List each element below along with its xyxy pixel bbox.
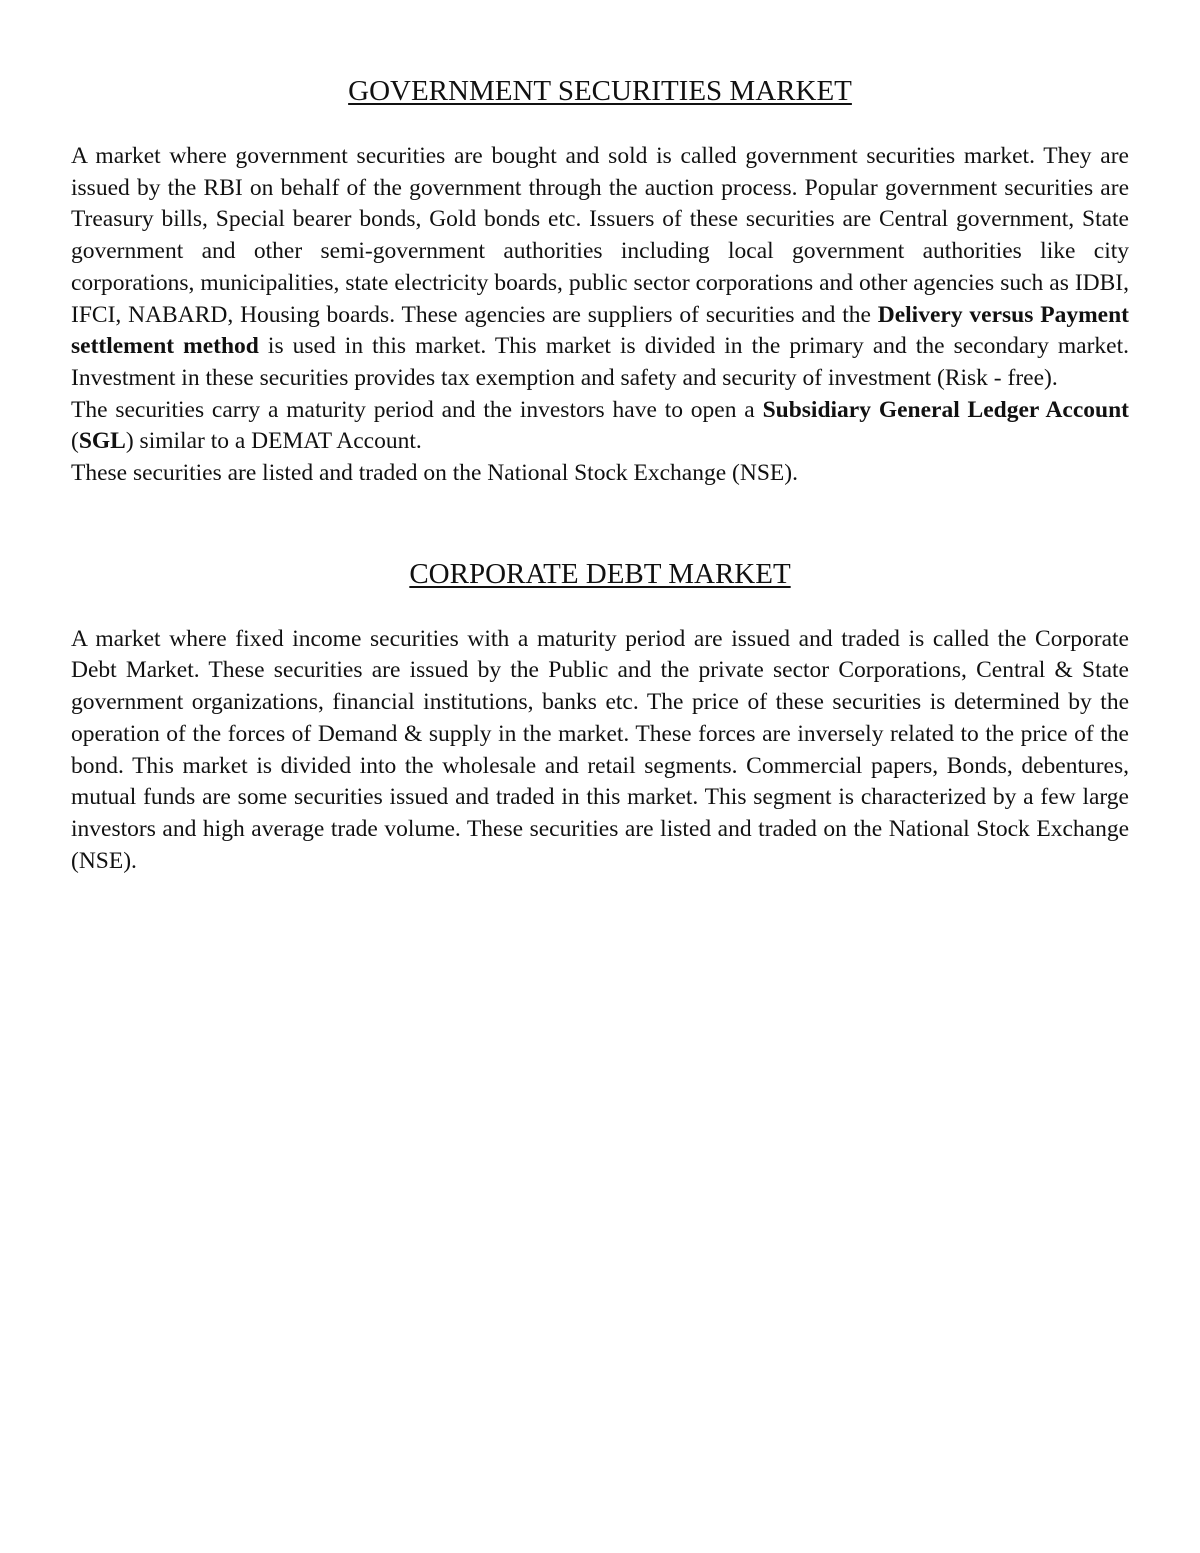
paragraph-text: ( bbox=[71, 428, 79, 455]
bold-term-sgl-account: Subsidiary General Ledger Account bbox=[762, 396, 1129, 423]
paragraph-text: The securities carry a maturity period and the investors have to open a bbox=[71, 396, 763, 423]
spacer bbox=[71, 110, 1129, 141]
spacer bbox=[71, 490, 1129, 555]
document-page bbox=[71, 72, 1129, 877]
government-securities-paragraph-3: These securities are listed and traded on the National Stock Exchange (NSE). bbox=[71, 460, 798, 487]
corporate-debt-paragraph: A market where fixed income securities with a maturity period are issued and traded is called the Corporate Debt Market. These securities are issued by the Public and the private sector Corporations, Central & State government organizations, financial institutions, banks etc. The price of these securities is determined by the operation of the forces of Demand & supply in the market. These forces are inversely related to the price of the bond. This market is divided into the wholesale and retail segments. Commercial papers, Bonds, debentures, mutual funds are some securities issued and traded in this market. This segment is characterized by a few large investors and high average trade volume. These securities are listed and traded on the National Stock Exchange (NSE). bbox=[71, 625, 1129, 874]
paragraph-text: A market where government securities are bought and sold is called government securities market. They are issued by the RBI on behalf of the government through the auction process. Popular government securities are Treasury bills, Special bearer bonds, Gold bonds etc. Issuers of these securities are Central government, State government and other semi-government authorities including local government authorities like city corporations, municipalities, state electricity boards, public sector corporations and other agencies such as IDBI, IFCI, NABARD, Housing boards. These agencies are suppliers of securities and the bbox=[71, 143, 1129, 328]
paragraph-text: is used in this market. This market is divided in the primary and the secondary market. Investment in these securities provides tax exemption and safety and security of investment (Risk - free). bbox=[71, 333, 1130, 391]
spacer bbox=[71, 593, 1129, 624]
paragraph-text: ) similar to a DEMAT Account. bbox=[125, 428, 422, 455]
section-heading-government-securities: GOVERNMENT SECURITIES MARKET bbox=[348, 75, 852, 107]
bold-term-sgl: SGL bbox=[78, 428, 126, 455]
bold-term-dvp: Delivery versus Payment settlement method bbox=[71, 301, 1129, 360]
government-securities-paragraph-1 bbox=[71, 141, 1129, 395]
government-securities-paragraph-2 bbox=[71, 395, 1129, 458]
section-heading-corporate-debt: CORPORATE DEBT MARKET bbox=[409, 557, 791, 590]
